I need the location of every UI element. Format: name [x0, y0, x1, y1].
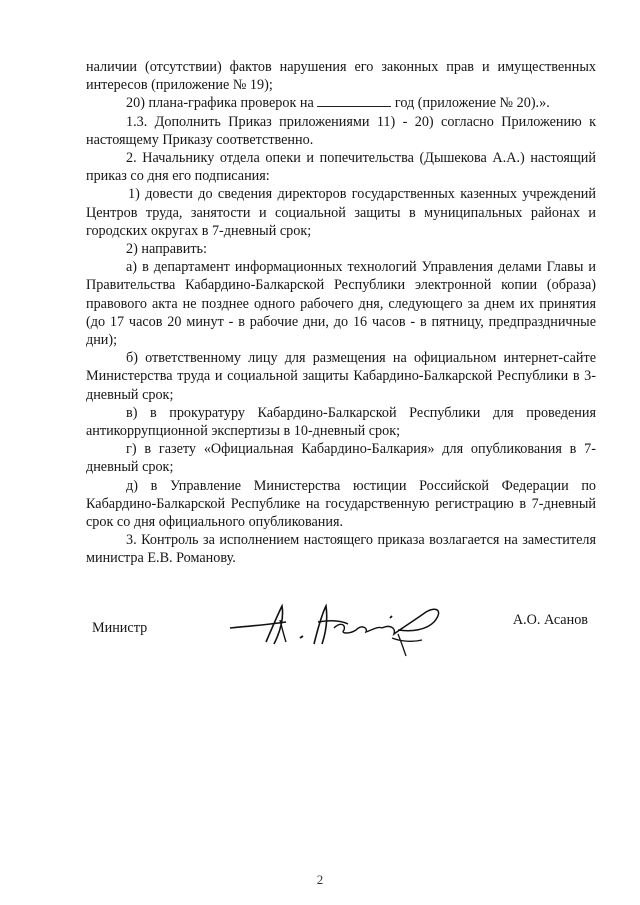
- signatory-name: А.О. Асанов: [512, 612, 588, 628]
- blank-year-field: [317, 96, 391, 107]
- paragraph-2-2: 2) направить:: [126, 241, 207, 258]
- handwritten-signature: [222, 598, 462, 658]
- paragraph-2-2-d: д) в Управление Министерства юстиции Российской Федерации по Кабардино-Балкарской Республике на государственную регистрацию в 7-дневный срок со дня официального опубликования.: [86, 477, 596, 531]
- page-number: 2: [316, 872, 324, 887]
- paragraph-2-2-b: б) ответственному лицу для размещения на официальном интернет-сайте Министерства труда и социальной защиты Кабардино-Балкарской Республики в 3-дневный срок;: [86, 350, 596, 403]
- document-body: [86, 58, 596, 568]
- paragraph-2: 2. Начальнику отдела опеки и попечительства (Дышекова А.А.) настоящий приказ со дня его подписания:: [86, 150, 596, 185]
- signature-block: [86, 606, 596, 666]
- paragraph-2-1: 1) довести до сведения директоров государственных казенных учреждений Центров труда, занятости и социальной защиты в муниципальных районах и городских округах в 7-дневный срок;: [86, 186, 596, 239]
- signatory-title: Министр: [92, 620, 148, 636]
- paragraph-3: 3. Контроль за исполнением настоящего приказа возлагается на заместителя министра Е.В. Романову.: [86, 532, 596, 567]
- paragraph-1-3: 1.3. Дополнить Приказ приложениями 11) - 20) согласно Приложению к настоящему Приказу соответственно.: [86, 113, 596, 148]
- item-20-suffix: год (приложение № 20).».: [394, 95, 550, 112]
- paragraph-2-2-v: в) в прокуратуру Кабардино-Балкарской Республики для проведения антикоррупционной экспертизы в 10-дневный срок;: [86, 404, 596, 440]
- paragraph-item-20: [86, 94, 596, 112]
- paragraph-2-2-a: а) в департамент информационных технологий Управления делами Главы и Правительства Кабардино-Балкарской Республики электронной копии (образа) правового акта не позднее одного рабочего дня, следующего за днем их принятия (до 17 часов 20 минут - в рабочие дни, до 16 часов - в пятницу, предпраздничные дни);: [86, 259, 596, 349]
- paragraph-2-2-g: г) в газету «Официальная Кабардино-Балкария» для опубликования в 7-дневный срок;: [86, 441, 596, 476]
- paragraph-rights: наличии (отсутствии) фактов нарушения его законных прав и имущественных интересов (приложение № 19);: [86, 59, 596, 94]
- item-20-prefix: 20) плана-графика проверок на: [126, 95, 314, 112]
